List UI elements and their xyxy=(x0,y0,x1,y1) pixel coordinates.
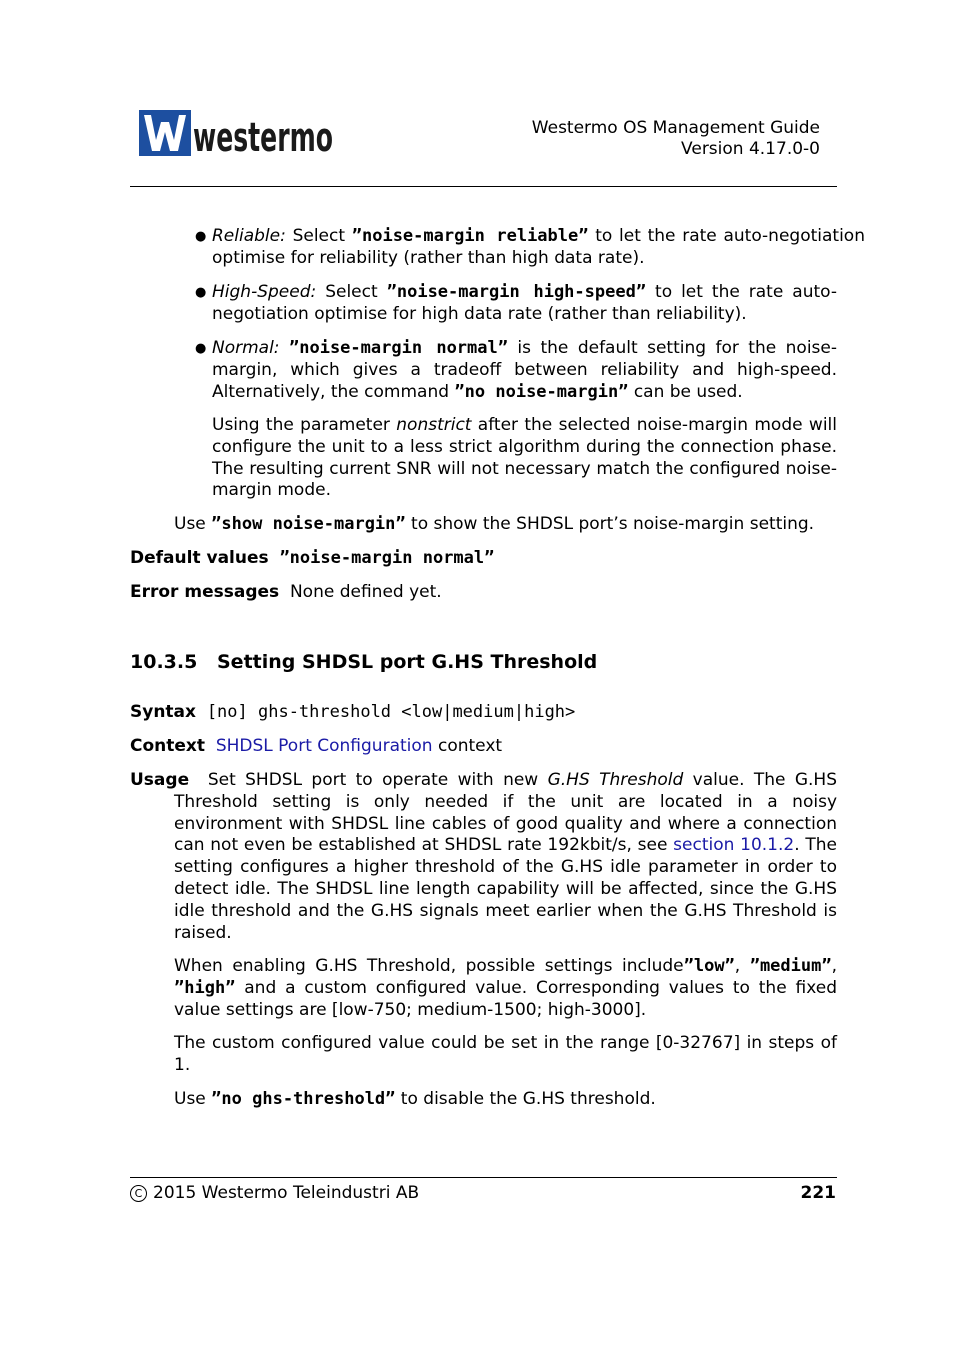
field-label: Usage xyxy=(130,770,190,790)
field-label: Syntax xyxy=(130,702,196,722)
command-text: ”noise-margin normal” xyxy=(279,548,495,568)
field-label: Default values xyxy=(130,548,269,568)
bullet-normal: ● Normal: ”noise-margin normal” is the default setting for the noise-margin, which gives a tradeoff between reliability and high-speed. Alternatively, the command ”no noise-margin” can be used. xyxy=(195,338,837,402)
guide-title: Westermo OS Management Guide xyxy=(531,118,820,138)
guide-version: Version 4.17.0-0 xyxy=(681,139,820,159)
command-text: ”noise-margin normal” xyxy=(289,338,508,358)
page-number: 221 xyxy=(800,1183,836,1203)
header-divider xyxy=(130,186,837,187)
document-header xyxy=(532,118,820,160)
copyright-icon: C xyxy=(130,1185,147,1202)
nonstrict-paragraph: Using the parameter nonstrict after the selected noise-margin mode will configure the unit to a less strict algorithm during the connection phase. The resulting current SNR will not necessary match the configured noise-margin mode. xyxy=(212,415,837,501)
parameter-term: nonstrict xyxy=(396,415,472,435)
context-link[interactable]: SHDSL Port Configuration xyxy=(215,736,433,756)
usage-paragraph-2: When enabling G.HS Threshold, possible settings include”low”, ”medium”, ”high” and a custom configured value. Corresponding values to the fixed value settings are [low-750; medium-1500; high-3000]. xyxy=(174,956,837,1020)
command-text: ”no ghs-threshold” xyxy=(211,1089,396,1109)
section-link[interactable]: section 10.1.2 xyxy=(673,835,795,856)
usage-paragraph-1: Usage Set SHDSL port to operate with new G.HS Threshold value. The G.HS Threshold setting is only needed if the unit are located in a noisy environment with SHDSL line cables of good quality and where a connection can not even be established at SHDSL rate 192kbit/s, see section 10.1.2. The setting configures a higher threshold of the G.HS idle parameter in order to detect idle. The SHDSL line length capability will be affected, since the G.HS idle threshold and the G.HS signals meet earlier when the G.HS Threshold is raised. xyxy=(130,770,838,943)
westermo-logo xyxy=(139,110,339,161)
command-text: ”no noise-margin” xyxy=(454,381,629,402)
usage-paragraph-3: The custom configured value could be set in the range [0-32767] in steps of 1. xyxy=(174,1033,837,1075)
footer-copyright: C 2015 Westermo Teleindustri AB xyxy=(130,1183,419,1203)
default-values xyxy=(130,548,494,570)
bullet-reliable: ● Reliable: Select ”noise-margin reliable” to let the rate auto-negotiation optimise for reliability (rather than high data rate). xyxy=(195,226,865,268)
section-title: Setting SHDSL port G.HS Threshold xyxy=(217,651,598,673)
syntax-code: [no] ghs-threshold <low|medium|high> xyxy=(206,702,576,722)
syntax-line xyxy=(130,702,575,724)
bullet-label: Reliable: xyxy=(212,226,286,246)
command-text: ”noise-margin high-speed” xyxy=(386,282,647,302)
bullet-dot: ● xyxy=(195,229,207,244)
error-messages: Error messages None defined yet. xyxy=(130,582,442,602)
bullet-label: High-Speed: xyxy=(212,282,317,302)
bullet-label: Normal: xyxy=(212,338,280,358)
field-label: Context xyxy=(130,736,206,756)
footer-divider xyxy=(130,1177,837,1178)
bullet-dot: ● xyxy=(195,341,207,356)
section-heading xyxy=(130,651,597,673)
bullet-dot: ● xyxy=(195,285,207,300)
show-noise-margin-line: Use ”show noise-margin” to show the SHDSL port’s noise-margin setting. xyxy=(174,514,815,534)
command-text: ”show noise-margin” xyxy=(211,514,406,534)
section-number: 10.3.5 xyxy=(130,651,198,673)
field-label: Error messages xyxy=(130,582,280,602)
command-text: ”noise-margin reliable” xyxy=(351,226,589,246)
command-text: ”low” xyxy=(683,956,735,976)
logo-wordmark: westermo xyxy=(193,115,333,161)
command-text: ”high” xyxy=(174,977,236,998)
command-text: ”medium” xyxy=(749,956,832,976)
bullet-high-speed: ● High-Speed: Select ”noise-margin high-speed” to let the rate auto-negotiation optimise for high data rate (rather than reliability). xyxy=(195,282,837,324)
usage-paragraph-4: Use ”no ghs-threshold” to disable the G.HS threshold. xyxy=(174,1089,656,1109)
context-line: Context SHDSL Port Configuration context xyxy=(130,736,503,756)
